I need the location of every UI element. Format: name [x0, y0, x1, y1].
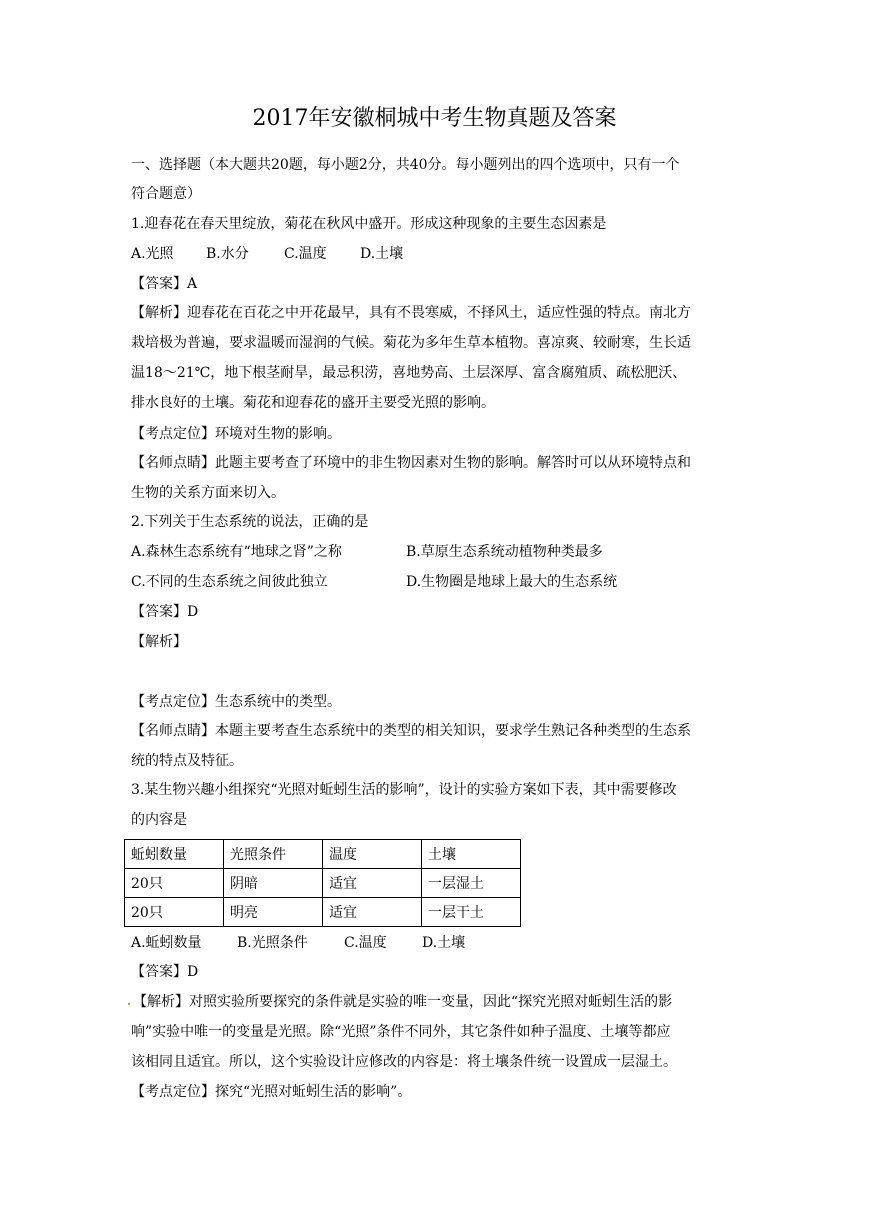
q2-point: 【考点定位】生态系统中的类型。 [131, 694, 341, 710]
table-cell: 一层干土 [422, 898, 521, 927]
q3-option-c: C.温度 [344, 935, 387, 951]
q1-analysis-line: 栽培极为普遍，要求温暖而湿润的气候。菊花为多年生草本植物。喜凉爽、较耐寒，生长适 [131, 335, 691, 351]
q1-option-a: A.光照 [131, 246, 174, 262]
table-row [125, 869, 521, 898]
q1-tip-line: 生物的关系方面来切入。 [131, 485, 285, 501]
table-cell: 明亮 [224, 898, 323, 927]
q2-option-d: D.生物圈是地球上最大的生态系统 [406, 574, 618, 590]
q1-option-b: B.水分 [206, 246, 249, 262]
q2-option-a: A.森林生态系统有“地球之肾”之称 [131, 544, 342, 560]
q3-stem-line: 的内容是 [131, 812, 187, 828]
q3-analysis-line: 响”实验中唯一的变量是光照。除“光照”条件不同外，其它条件如种子温度、土壤等都应 [131, 1024, 671, 1040]
page-title: 2017年安徽桐城中考生物真题及答案 [252, 106, 617, 131]
q3-option-b: B.光照条件 [237, 935, 308, 951]
table-cell: 20只 [125, 869, 224, 898]
q2-tip-line: 【名师点睛】本题主要考查生态系统中的类型的相关知识，要求学生熟记各种类型的生态系 [131, 723, 691, 739]
q2-tip-line: 统的特点及特征。 [131, 753, 243, 769]
q3-stem-line: 3.某生物兴趣小组探究“光照对蚯蚓生活的影响”，设计的实验方案如下表，其中需要修改 [131, 782, 677, 798]
marker-dot-icon: . [127, 994, 132, 1008]
q1-analysis-line: 排水良好的土壤。菊花和迎春花的盛开主要受光照的影响。 [131, 395, 495, 411]
q1-point: 【考点定位】环境对生物的影响。 [131, 426, 341, 442]
section-heading-continued: 符合题意） [131, 186, 201, 202]
q2-option-c: C.不同的生态系统之间彼此独立 [131, 574, 328, 590]
q2-analysis: 【解析】 [131, 634, 187, 650]
q1-tip-line: 【名师点睛】此题主要考查了环境中的非生物因素对生物的影响。解答时可以从环境特点和 [131, 455, 691, 471]
q2-answer: 【答案】D [131, 604, 199, 620]
q3-analysis-line: 【解析】对照实验所要探究的条件就是实验的唯一变量，因此“探究光照对蚯蚓生活的影 [133, 994, 673, 1010]
q3-analysis-line: 该相同且适宜。所以，这个实验设计应修改的内容是：将土壤条件统一设置成一层湿土。 [131, 1054, 677, 1070]
q3-answer: 【答案】D [131, 964, 199, 980]
table-cell: 一层湿土 [422, 869, 521, 898]
q1-answer: 【答案】A [131, 276, 198, 292]
q3-point: 【考点定位】探究“光照对蚯蚓生活的影响”。 [131, 1084, 412, 1100]
table-cell: 适宜 [323, 869, 422, 898]
table-header-cell: 蚯蚓数量 [125, 840, 224, 869]
table-header-cell: 温度 [323, 840, 422, 869]
q1-analysis-line: 【解析】迎春花在百花之中开花最早，具有不畏寒威，不择风土，适应性强的特点。南北方 [131, 305, 691, 321]
table-header-cell: 土壤 [422, 840, 521, 869]
q3-option-d: D.土壤 [422, 935, 466, 951]
table-cell: 20只 [125, 898, 224, 927]
q1-option-d: D.土壤 [360, 246, 404, 262]
q1-stem: 1.迎春花在春天里绽放，菊花在秋风中盛开。形成这种现象的主要生态因素是 [131, 216, 607, 232]
table-cell: 适宜 [323, 898, 422, 927]
section-heading: 一、选择题（本大题共20题，每小题2分，共40分。每小题列出的四个选项中，只有一个 [131, 157, 680, 173]
q1-analysis-line: 温18～21℃，地下根茎耐旱，最忌积涝，喜地势高、土层深厚、富含腐殖质、疏松肥沃、 [131, 365, 687, 381]
q2-option-b: B.草原生态系统动植物种类最多 [406, 544, 603, 560]
table-cell: 阴暗 [224, 869, 323, 898]
experiment-table [124, 839, 521, 927]
table-row [125, 898, 521, 927]
q1-option-c: C.温度 [284, 246, 327, 262]
table-header-row [125, 840, 521, 869]
q2-stem: 2.下列关于生态系统的说法，正确的是 [131, 514, 369, 530]
q3-option-a: A.蚯蚓数量 [131, 935, 202, 951]
table-header-cell: 光照条件 [224, 840, 323, 869]
